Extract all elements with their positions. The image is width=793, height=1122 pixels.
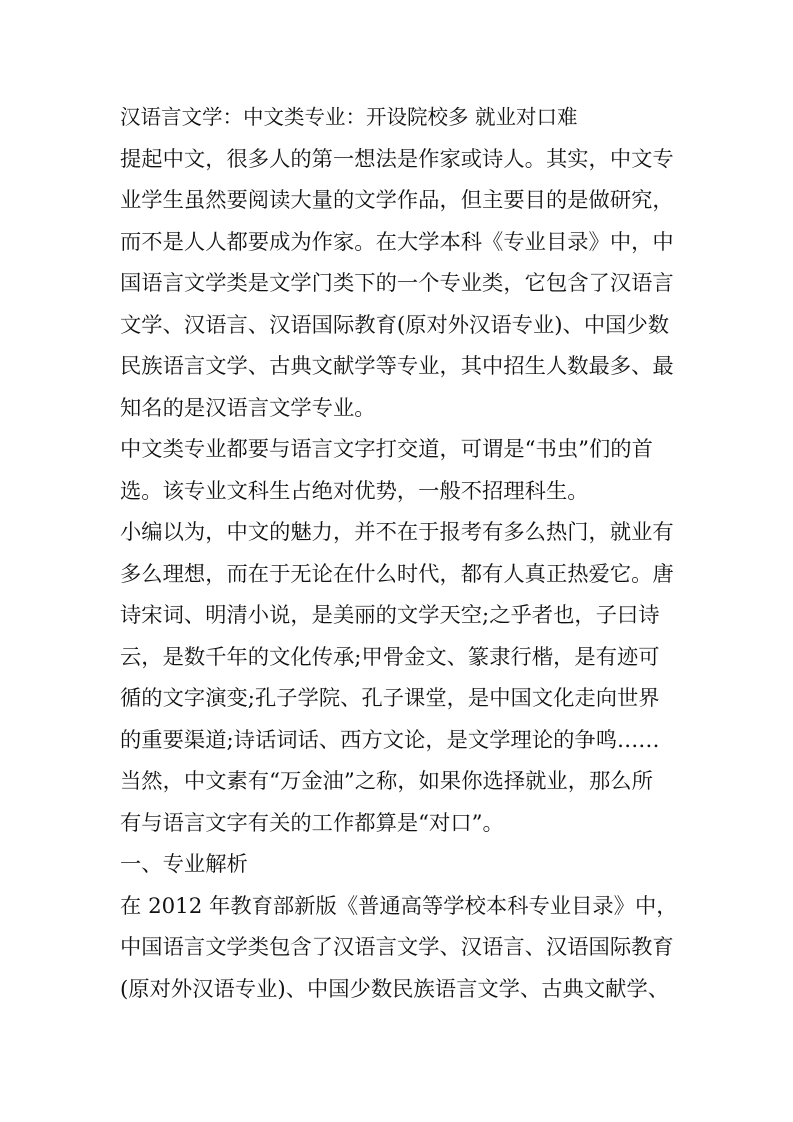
text-line: 循的文字演变;孔子学院、孔子课堂，是中国文化走向世界	[120, 686, 660, 711]
text-line: 而不是人人都要成为作家。在大学本科《专业目录》中，中	[120, 229, 674, 255]
section-heading: 一、专业解析	[120, 852, 248, 877]
text-line: 云，是数千年的文化传承;甲骨金文、篆隶行楷，是有迹可	[120, 644, 660, 670]
text-line: 民族语言文学、古典文献学等专业，其中招生人数最多、最	[120, 354, 674, 379]
text-line: 在 2012 年教育部新版《普通高等学校本科专业目录》中，	[120, 893, 678, 919]
text-line: 当然，中文素有“万金油”之称，如果你选择就业，那么所	[120, 769, 653, 794]
text-line: (原对外汉语专业)、中国少数民族语言文学、古典文献学、	[120, 976, 670, 1002]
document-title: 汉语言文学：中文类专业：开设院校多 就业对口难	[120, 105, 578, 129]
text-line: 小编以为，中文的魅力，并不在于报考有多么热门，就业有	[120, 520, 674, 545]
text-line: 选。该专业文科生占绝对优势，一般不招理科生。	[120, 478, 589, 504]
text-line: 业学生虽然要阅读大量的文学作品，但主要目的是做研究，	[120, 188, 674, 213]
document-page	[120, 97, 680, 1010]
text-line: 文学、汉语言、汉语国际教育(原对外汉语专业)、中国少数	[120, 312, 670, 338]
text-line: 中文类专业都要与语言文字打交道，可谓是“书虫”们的首	[120, 437, 653, 462]
text-line: 诗宋词、明清小说，是美丽的文学天空;之乎者也，子曰诗	[120, 603, 660, 628]
text-line: 的重要渠道;诗话词话、西方文论，是文学理论的争鸣……	[120, 727, 660, 753]
text-line: 中国语言文学类包含了汉语言文学、汉语言、汉语国际教育	[120, 935, 674, 960]
text-line: 有与语言文字有关的工作都算是“对口”。	[120, 810, 504, 836]
text-line: 知名的是汉语言文学专业。	[120, 395, 376, 421]
text-line: 国语言文学类是文学门类下的一个专业类，它包含了汉语言	[120, 271, 674, 296]
document-body	[120, 139, 680, 1011]
text-line: 多么理想，而在于无论在什么时代，都有人真正热爱它。唐	[120, 561, 674, 587]
text-line: 提起中文，很多人的第一想法是作家或诗人。其实，中文专	[120, 146, 674, 172]
